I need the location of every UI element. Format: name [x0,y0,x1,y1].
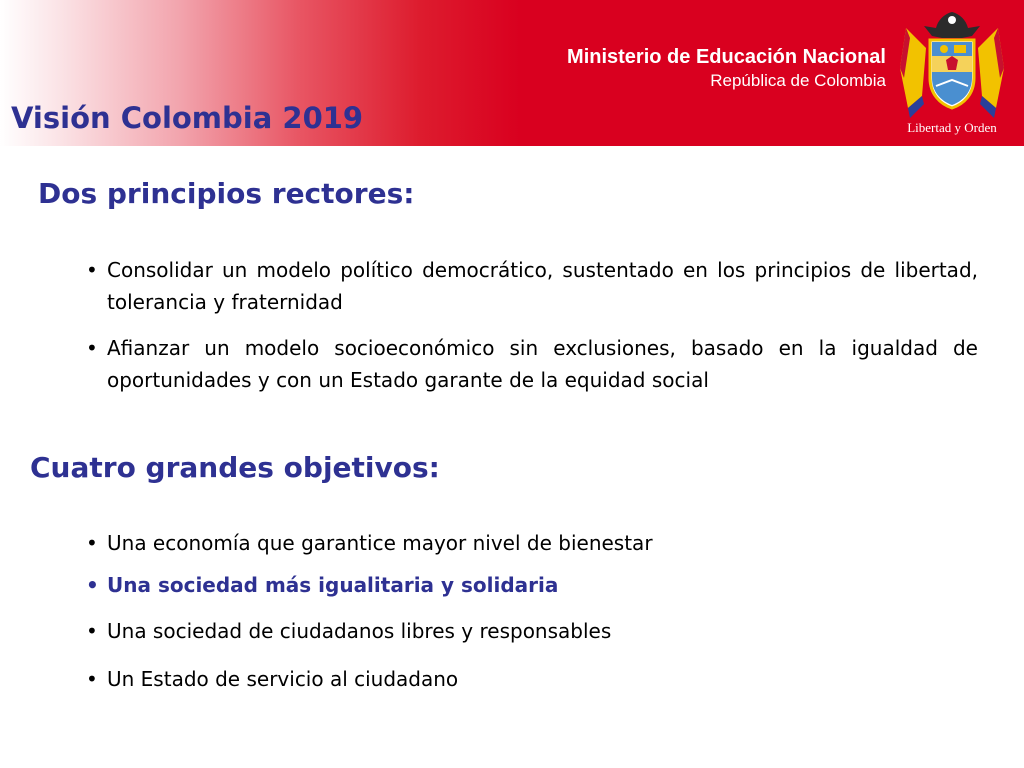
motto-text: Libertad y Orden [907,120,997,135]
bullet: • [86,573,99,597]
ministry-block [567,44,886,92]
bullet: • [86,667,98,691]
bullet: • [86,258,98,282]
principios-list [86,254,978,410]
bullet: • [86,531,98,555]
list-item [86,664,978,694]
list-item-highlighted [86,570,978,600]
list-item [86,332,978,396]
bullet: • [86,336,98,360]
list-item-text: Un Estado de servicio al ciudadano [107,667,459,691]
list-item-text: Consolidar un modelo político democrático, sustentado en los principios de libertad, tolerancia y fraternidad [107,258,978,314]
bullet: • [86,619,98,643]
coat-of-arms-icon [896,8,1008,138]
list-item-text: Una economía que garantice mayor nivel de bienestar [107,531,653,555]
objetivos-list [86,528,978,694]
list-item [86,616,978,646]
list-item-text: Afianzar un modelo socioeconómico sin exclusiones, basado en la igualdad de oportunidades y con un Estado garante de la equidad social [107,336,978,392]
list-item-text: Una sociedad más igualitaria y solidaria [107,573,559,597]
list-item-text: Una sociedad de ciudadanos libres y responsables [107,619,612,643]
principios-heading: Dos principios rectores: [38,177,415,210]
objetivos-heading: Cuatro grandes objetivos: [30,451,440,484]
slide-title: Visión Colombia 2019 [11,101,364,135]
list-item [86,528,978,558]
republic-name: República de Colombia [710,71,886,90]
ministry-name: Ministerio de Educación Nacional [567,46,886,68]
list-item [86,254,978,318]
